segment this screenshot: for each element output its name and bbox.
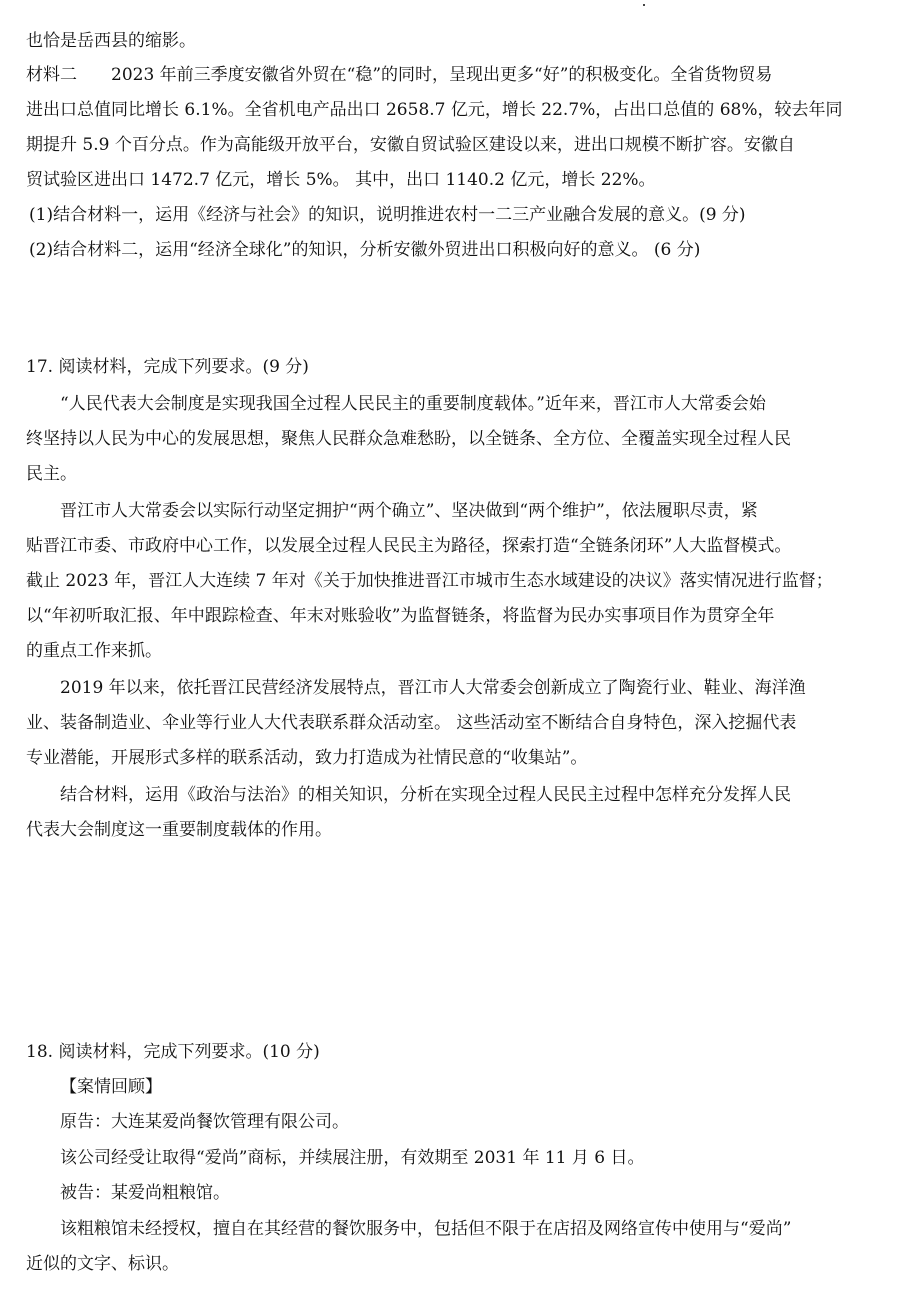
q17-line: 业、装备制造业、伞业等行业人大代表联系群众活动室。 这些活动室不断结合自身特色，深入挖掘代表 xyxy=(26,713,797,733)
material2-line: 材料二 2023 年前三季度安徽省外贸在“稳”的同时，呈现出更多“好”的积极变化。全省货物贸易 xyxy=(26,65,773,85)
material2-line: 贸试验区进出口 1472.7 亿元，增长 5%。 其中，出口 1140.2 亿元，增长 22%。 xyxy=(26,170,656,190)
question-18-title: 18. 阅读材料，完成下列要求。(10 分) xyxy=(26,1042,320,1062)
material2-line: 进出口总值同比增长 6.1%。全省机电产品出口 2658.7 亿元，增长 22.7%，占出口总值的 68%，较去年同 xyxy=(26,100,843,120)
material2-line: 期提升 5.9 个百分点。作为高能级开放平台，安徽自贸试验区建设以来，进出口规模不断扩容。安徽自 xyxy=(26,135,795,155)
q17-line: 晋江市人大常委会以实际行动坚定拥护“两个确立”、坚决做到“两个维护”，依法履职尽责，紧 xyxy=(60,501,758,521)
q18-line: 原告：大连某爱尚餐饮管理有限公司。 xyxy=(60,1112,349,1132)
q17-line: 终坚持以人民为中心的发展思想，聚焦人民群众急难愁盼，以全链条、全方位、全覆盖实现全过程人民 xyxy=(26,429,791,449)
q17-line: 贴晋江市委、市政府中心工作，以发展全过程人民民主为路径，探索打造“全链条闭环”人大监督模式。 xyxy=(26,536,792,556)
q17-line: “人民代表大会制度是实现我国全过程人民民主的重要制度载体。”近年来，晋江市人大常委会始 xyxy=(60,394,766,414)
q17-line: 民主。 xyxy=(26,464,77,484)
q17-line: 2019 年以来，依托晋江民营经济发展特点，晋江市人大常委会创新成立了陶瓷行业、鞋业、海洋渔 xyxy=(60,678,806,698)
q17-question: 结合材料，运用《政治与法治》的相关知识，分析在实现全过程人民民主过程中怎样充分发挥人民 xyxy=(60,785,791,805)
q17-line: 专业潜能，开展形式多样的联系活动，致力打造成为社情民意的“收集站”。 xyxy=(26,748,588,768)
case-heading: 【案情回顾】 xyxy=(60,1077,162,1097)
q18-line: 近似的文字、标识。 xyxy=(26,1254,179,1274)
q18-line: 被告：某爱尚粗粮馆。 xyxy=(60,1183,230,1203)
sub-question-2: (2)结合材料二，运用“经济全球化”的知识，分析安徽外贸进出口积极向好的意义。 (6 分) xyxy=(29,240,701,260)
question-17-title: 17. 阅读材料，完成下列要求。(9 分) xyxy=(26,357,309,377)
q17-question: 代表大会制度这一重要制度载体的作用。 xyxy=(26,820,332,840)
q17-line: 以“年初听取汇报、年中跟踪检查、年末对账验收”为监督链条，将监督为民办实事项目作为贯穿全年 xyxy=(26,606,775,626)
q17-line: 截止 2023 年，晋江人大连续 7 年对《关于加快推进晋江市城市生态水域建设的决议》落实情况进行监督； xyxy=(26,571,833,591)
q17-line: 的重点工作来抓。 xyxy=(26,641,162,661)
q18-line: 该公司经受让取得“爱尚”商标，并续展注册，有效期至 2031 年 11 月 6 日。 xyxy=(60,1148,645,1168)
scan-speck xyxy=(643,4,645,6)
sub-question-1: (1)结合材料一，运用《经济与社会》的知识，说明推进农村一二三产业融合发展的意义。(9 分) xyxy=(29,205,746,225)
text-line: 也恰是岳西县的缩影。 xyxy=(26,31,196,51)
q18-line: 该粗粮馆未经授权，擅自在其经营的餐饮服务中，包括但不限于在店招及网络宣传中使用与“爱尚” xyxy=(60,1219,792,1239)
